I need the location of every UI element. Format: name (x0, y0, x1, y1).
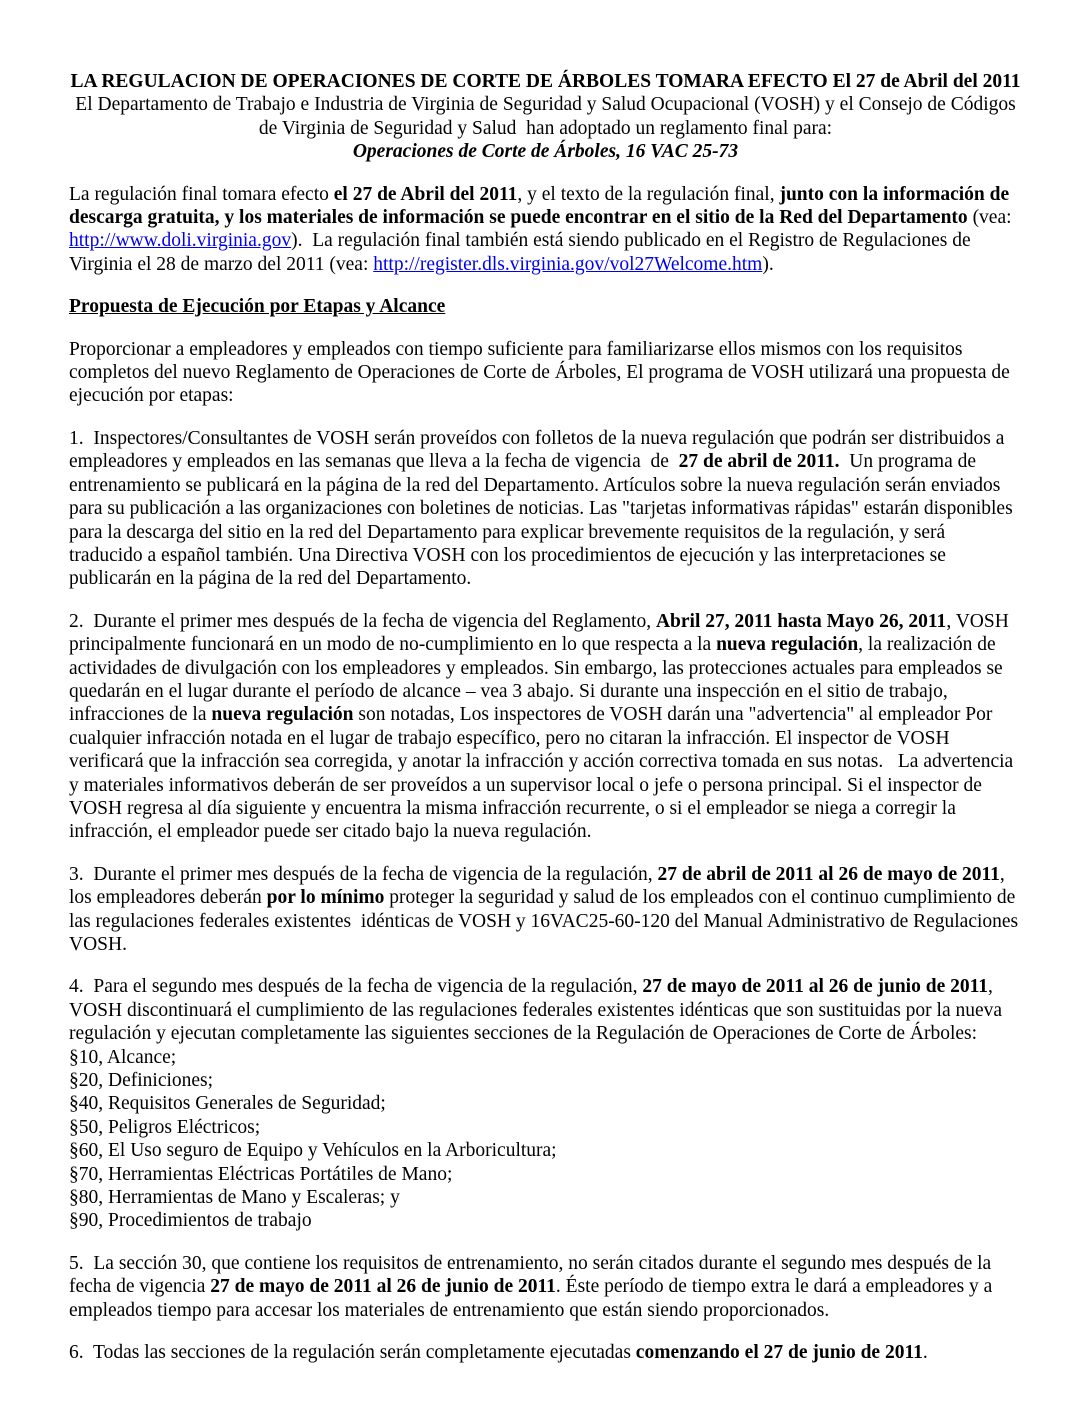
text-run: (vea: (967, 207, 1017, 229)
text-run: 4. Para el segundo mes después de la fecha de vigencia de la regulación, (69, 976, 643, 998)
text-run: Proporcionar a empleadores y empleados con tiempo suficiente para familiarizarse ellos mismos con los requisitos completos del nuevo Reglamento de Operaciones de Corte de Árboles, El programa de VOSH utilizará una propuesta de ejecución por etapas: (69, 338, 1015, 407)
list-item-5 (69, 1252, 1022, 1322)
section-line-80 (69, 1186, 1022, 1209)
text-run: La regulación final tomara efecto (69, 183, 334, 205)
text-run: §20, Definiciones; (69, 1070, 214, 1092)
text-run: §70, Herramientas Eléctricas Portátiles de Mano; (69, 1163, 453, 1185)
list-item-1 (69, 427, 1022, 591)
section-line-60 (69, 1139, 1022, 1162)
text-run: ). La regulación final también está siendo publicado en el Registro de Regulaciones de Virginia el 28 de marzo del 2011 (vea: (69, 230, 976, 275)
text-run: Operaciones de Corte de Árboles, 16 VAC 25-73 (352, 141, 739, 163)
text-run: nueva regulación (211, 704, 354, 726)
text-run: 27 de abril de 2011. (678, 451, 840, 473)
text-run: 27 de abril de 2011 al 26 de mayo de 2011 (657, 863, 1000, 885)
document-title (69, 70, 1022, 93)
text-run: comenzando el 27 de junio de 2011 (635, 1342, 923, 1364)
text-run: son notadas, Los inspectores de VOSH darán una "advertencia" al empleador Por cualquier infracción notada en el lugar de trabajo específico, pero no citaran la infracción. El inspector de VOSH verificará que la infracción sea corregida, y anotar la infracción y acción correctiva tomada en sus notas. La advertencia y materiales informativos deberán de ser proveídos a un supervisor local o jefe o persona principal. Si el inspector de VOSH regresa al día siguiente y encuentra la misma infracción recurrente, o si el empleador se niega a corregir la infracción, el empleador puede ser citado bajo la nueva regulación. (69, 704, 1019, 843)
text-run: , y el texto de la regulación final, (517, 183, 780, 205)
text-run: ). (762, 253, 774, 275)
text-run: Un programa de entrenamiento se publicará en la página de la red del Departamento. Artículos sobre la nueva regulación serán enviados para su publicación a las organizaciones con boletines de noticias. Las "tarjetas informativas rápidas" estarán disponibles para la descarga del sitio en la red del Departamento para explicar brevemente requisitos de la regulación, y será traducido a español también. Una Directiva VOSH con los procedimientos de ejecución y las interpretaciones se publicarán en la página de la red del Departamento. (69, 451, 1018, 590)
list-item-6 (69, 1341, 1022, 1364)
text-run: Propuesta de Ejecución por Etapas y Alcance (69, 296, 446, 318)
text-run: por lo mínimo (266, 887, 385, 909)
section-line-40 (69, 1092, 1022, 1115)
document-subtitle (69, 93, 1022, 140)
hyperlink[interactable]: http://register.dls.virginia.gov/vol27Welcome.htm (373, 253, 763, 275)
text-run: 3. Durante el primer mes después de la fecha de vigencia de la regulación, (69, 863, 658, 885)
text-run: §10, Alcance; (69, 1046, 177, 1068)
text-run: 27 de mayo de 2011 al 26 de junio de 2011 (210, 1276, 556, 1298)
list-item-3 (69, 863, 1022, 957)
text-run: §90, Procedimientos de trabajo (69, 1210, 312, 1232)
text-run: nueva regulación (716, 634, 859, 656)
text-run: §50, Peligros Eléctricos; (69, 1116, 261, 1138)
text-run: , VOSH principalmente funcionará en un modo de no-cumplimiento en lo que respecta a la (69, 610, 1014, 656)
section-line-20 (69, 1069, 1022, 1092)
text-run: 5. La sección 30, que contiene los requisitos de entrenamiento, no serán citados durante el segundo mes después de la fecha de vigencia (69, 1252, 997, 1298)
section-heading (69, 295, 1022, 318)
text-run: . Éste período de tiempo extra le dará a empleadores y a empleados tiempo para accesar los materiales de entrenamiento que están siendo proporcionados. (69, 1276, 998, 1321)
intro-paragraph (69, 183, 1022, 277)
text-run: §80, Herramientas de Mano y Escaleras; y (69, 1187, 400, 1209)
hyperlink[interactable]: http://www.doli.virginia.gov (69, 230, 292, 252)
text-run: Abril 27, 2011 hasta Mayo 26, 2011 (655, 610, 947, 632)
text-run: . (922, 1342, 928, 1364)
text-run: , la realización de actividades de divulgación con los empleadores y empleados. Sin embargo, las protecciones actuales para empleados se quedarán en el lugar durante el período de alcance – vea 3 abajo. Si durante una inspección en el sitio de trabajo, infracciones de la (69, 634, 1008, 726)
text-run: 27 de mayo de 2011 al 26 de junio de 2011 (642, 976, 989, 998)
text-run: El Departamento de Trabajo e Industria de Virginia de Seguridad y Salud Ocupacional (VOSH) y el Consejo de Códigos de Virginia de Seguridad y Salud han adoptado un reglamento final para: (75, 94, 1021, 139)
text-run: §60, El Uso seguro de Equipo y Vehículos en la Arboricultura; (69, 1140, 557, 1162)
section-line-70 (69, 1163, 1022, 1186)
list-item-2 (69, 610, 1022, 844)
overview-paragraph (69, 338, 1022, 408)
text-run: junto con la información de descarga gratuita, y los materiales de información se puede encontrar en el sitio de la Red del Departamento (69, 183, 1015, 229)
text-run: el 27 de Abril del 2011 (333, 183, 518, 205)
text-run: LA REGULACION DE OPERACIONES DE CORTE DE ÁRBOLES TOMARA EFECTO El 27 de Abril del 2011 (70, 71, 1021, 92)
section-line-50 (69, 1116, 1022, 1139)
text-run: , los empleadores deberán (69, 863, 1010, 909)
text-run: proteger la seguridad y salud de los empleados con el continuo cumplimiento de las regulaciones federales existentes idénticas de VOSH y 16VAC25-60-120 del Manual Administrativo de Regulaciones VOSH. (69, 887, 1023, 955)
list-item-4 (69, 975, 1022, 1045)
text-run: , VOSH discontinuará el cumplimiento de las regulaciones federales existentes idénticas que son sustituidas por la nueva regulación y ejecutan completamente las siguientes secciones de la Regulación de Operaciones de Corte de Árboles: (69, 976, 1007, 1045)
text-run: 1. Inspectores/Consultantes de VOSH serán proveídos con folletos de la nueva regulación que podrán ser distribuidos a empleadores y empleados en las semanas que lleva a la fecha de vigencia de (69, 427, 1010, 473)
text-run: 2. Durante el primer mes después de la fecha de vigencia del Reglamento, (69, 610, 656, 632)
regulation-title (69, 140, 1022, 163)
text-run: 6. Todas las secciones de la regulación serán completamente ejecutadas (69, 1342, 636, 1364)
text-run: §40, Requisitos Generales de Seguridad; (69, 1093, 386, 1115)
section-line-10 (69, 1046, 1022, 1069)
section-line-90 (69, 1209, 1022, 1232)
